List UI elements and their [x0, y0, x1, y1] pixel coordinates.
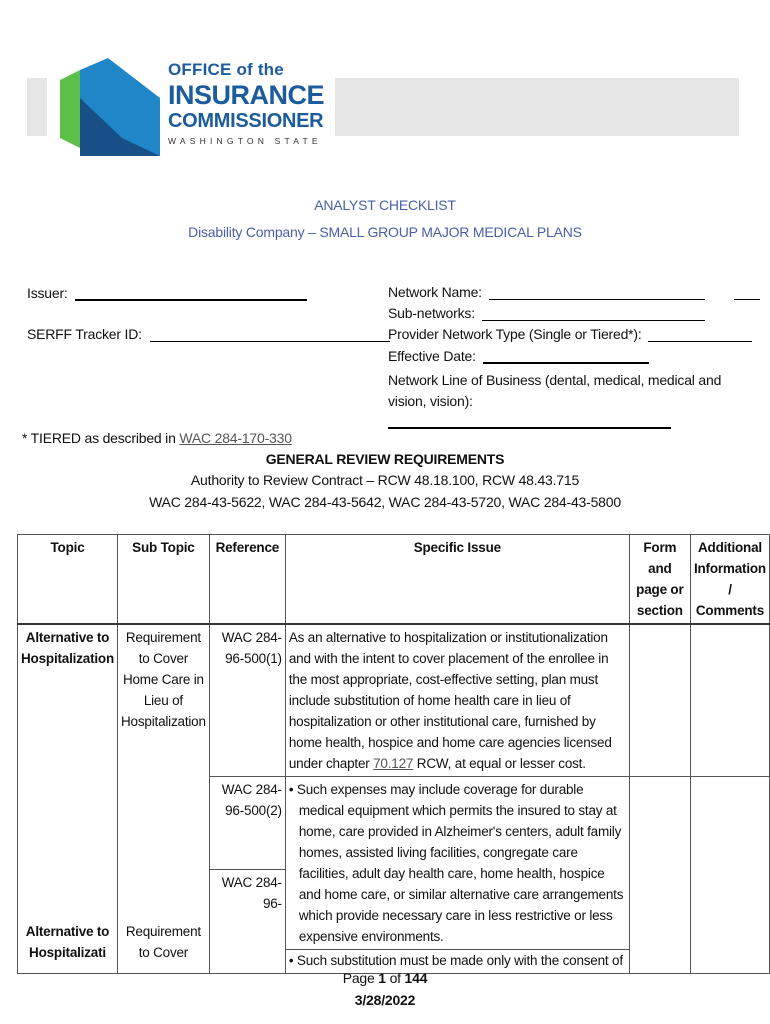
page-title: ANALYST CHECKLIST	[314, 197, 456, 213]
row1-subtopic-text: Requirement to Cover Home Care in Lieu of Hospitalization	[121, 630, 206, 729]
page-subtitle: Disability Company – SMALL GROUP MAJOR MEDICAL PLANS	[188, 224, 582, 240]
wac-284-170-330-link[interactable]: WAC 284-170-330	[179, 430, 292, 446]
row1-reference: WAC 284-96-500(1)	[209, 624, 285, 777]
banner-left	[27, 78, 47, 136]
tiered-note	[22, 430, 292, 446]
rcw-70-127-link[interactable]: 70.127	[373, 756, 414, 771]
col-specific-issue: Specific Issue	[285, 535, 629, 625]
review-table	[17, 534, 770, 974]
provider-network-type-field	[388, 326, 752, 342]
page-of-label: of	[385, 970, 405, 986]
effective-date-input[interactable]	[483, 348, 649, 364]
network-name-input[interactable]	[489, 285, 705, 300]
col-form-page: Form and page or section	[629, 535, 690, 625]
row1-subtopic	[118, 624, 210, 974]
serff-field	[27, 326, 390, 342]
row3-reference-text: WAC 284-96-	[210, 869, 285, 914]
page-counter	[0, 967, 770, 989]
page-total: 144	[404, 970, 428, 986]
row1-issue-suffix: RCW, at equal or lesser cost.	[413, 756, 586, 771]
page-footer	[0, 967, 770, 1011]
logo-line1: OFFICE of the	[168, 60, 284, 79]
network-lob-field	[388, 370, 733, 412]
logo-line4: WASHINGTON STATE	[168, 136, 322, 146]
serff-input[interactable]	[150, 327, 390, 342]
section-heading: GENERAL REVIEW REQUIREMENTS	[265, 451, 505, 467]
row2-issue-text: • Such expenses may include coverage for durable medical equipment which permits the insured to stay at home, care provided in Alzheimer's centers, adult family homes, assisted living facilities, congregate care facilities, adult day health care, home health, hospice and home care, or similar alternative care arrangements which provide necessary care in less restrictive or less expensive environments.	[288, 782, 624, 944]
row2-reference-text: WAC 284-96-500(2)	[221, 782, 282, 818]
col-reference: Reference	[209, 535, 285, 625]
network-lob-label: Network Line of Business (dental, medical, medical and vision, vision):	[388, 372, 722, 409]
provider-network-type-input[interactable]	[648, 327, 752, 342]
banner-right	[335, 78, 739, 136]
row2-comments-cell[interactable]	[690, 777, 769, 974]
provider-network-type-label: Provider Network Type (Single or Tiered*):	[388, 326, 642, 342]
row1-issue	[285, 624, 629, 777]
sub-networks-input[interactable]	[482, 306, 705, 321]
logo-line3: COMMISSIONER	[168, 110, 324, 132]
page-label: Page	[342, 970, 379, 986]
footer-date: 3/28/2022	[354, 992, 416, 1008]
network-lob-input[interactable]	[388, 413, 671, 429]
wac-line: WAC 284-43-5622, WAC 284-43-5642, WAC 284-43-5720, WAC 284-43-5800	[149, 494, 621, 510]
row3-topic-text: Alternative to Hospitalizati	[25, 924, 110, 960]
logo-line2: INSURANCE	[168, 80, 325, 110]
row2-reference	[209, 777, 285, 974]
issuer-label: Issuer:	[27, 285, 68, 301]
table-row	[18, 624, 770, 777]
network-name-field	[388, 284, 760, 300]
col-comments: Additional Information / Comments	[690, 535, 769, 625]
logo-wordmark	[168, 60, 324, 146]
row2-form-page-cell[interactable]	[629, 777, 690, 974]
page-number: 1	[378, 970, 386, 986]
authority-line: Authority to Review Contract – RCW 48.18.100, RCW 48.43.715	[190, 472, 580, 488]
issuer-field	[27, 285, 307, 301]
sub-networks-field	[388, 305, 705, 321]
row1-topic-text: Alternative to Hospitalization	[21, 630, 115, 666]
row1-form-page-cell[interactable]	[629, 624, 690, 777]
sub-networks-label: Sub-networks:	[388, 305, 475, 321]
row3-subtopic-text: Requirement to Cover	[125, 924, 201, 960]
issuer-input[interactable]	[75, 285, 307, 301]
table-header-row	[18, 535, 770, 625]
row1-comments-cell[interactable]	[690, 624, 769, 777]
row1-issue-text: As an alternative to hospitalization or institutionalization and with the intent to cover placement of the enrollee in the most appropriate, cost-effective setting, plan must include substitution of home health care in lieu of hospitalization or other institutional care, furnished by home health, hospice and home care agencies licensed under chapter	[288, 630, 612, 771]
network-name-input-extra[interactable]	[734, 285, 760, 300]
effective-date-label: Effective Date:	[388, 348, 476, 364]
row1-topic	[18, 624, 118, 974]
row3-issue-text: • Such substitution must be made only with the consent of	[286, 949, 629, 971]
effective-date-field	[388, 348, 649, 364]
network-name-label: Network Name:	[388, 284, 482, 300]
serff-label: SERFF Tracker ID:	[27, 326, 142, 342]
tiered-note-text: * TIERED as described in	[22, 430, 180, 446]
col-topic: Topic	[18, 535, 118, 625]
col-subtopic: Sub Topic	[118, 535, 210, 625]
row2-issue	[285, 777, 629, 974]
